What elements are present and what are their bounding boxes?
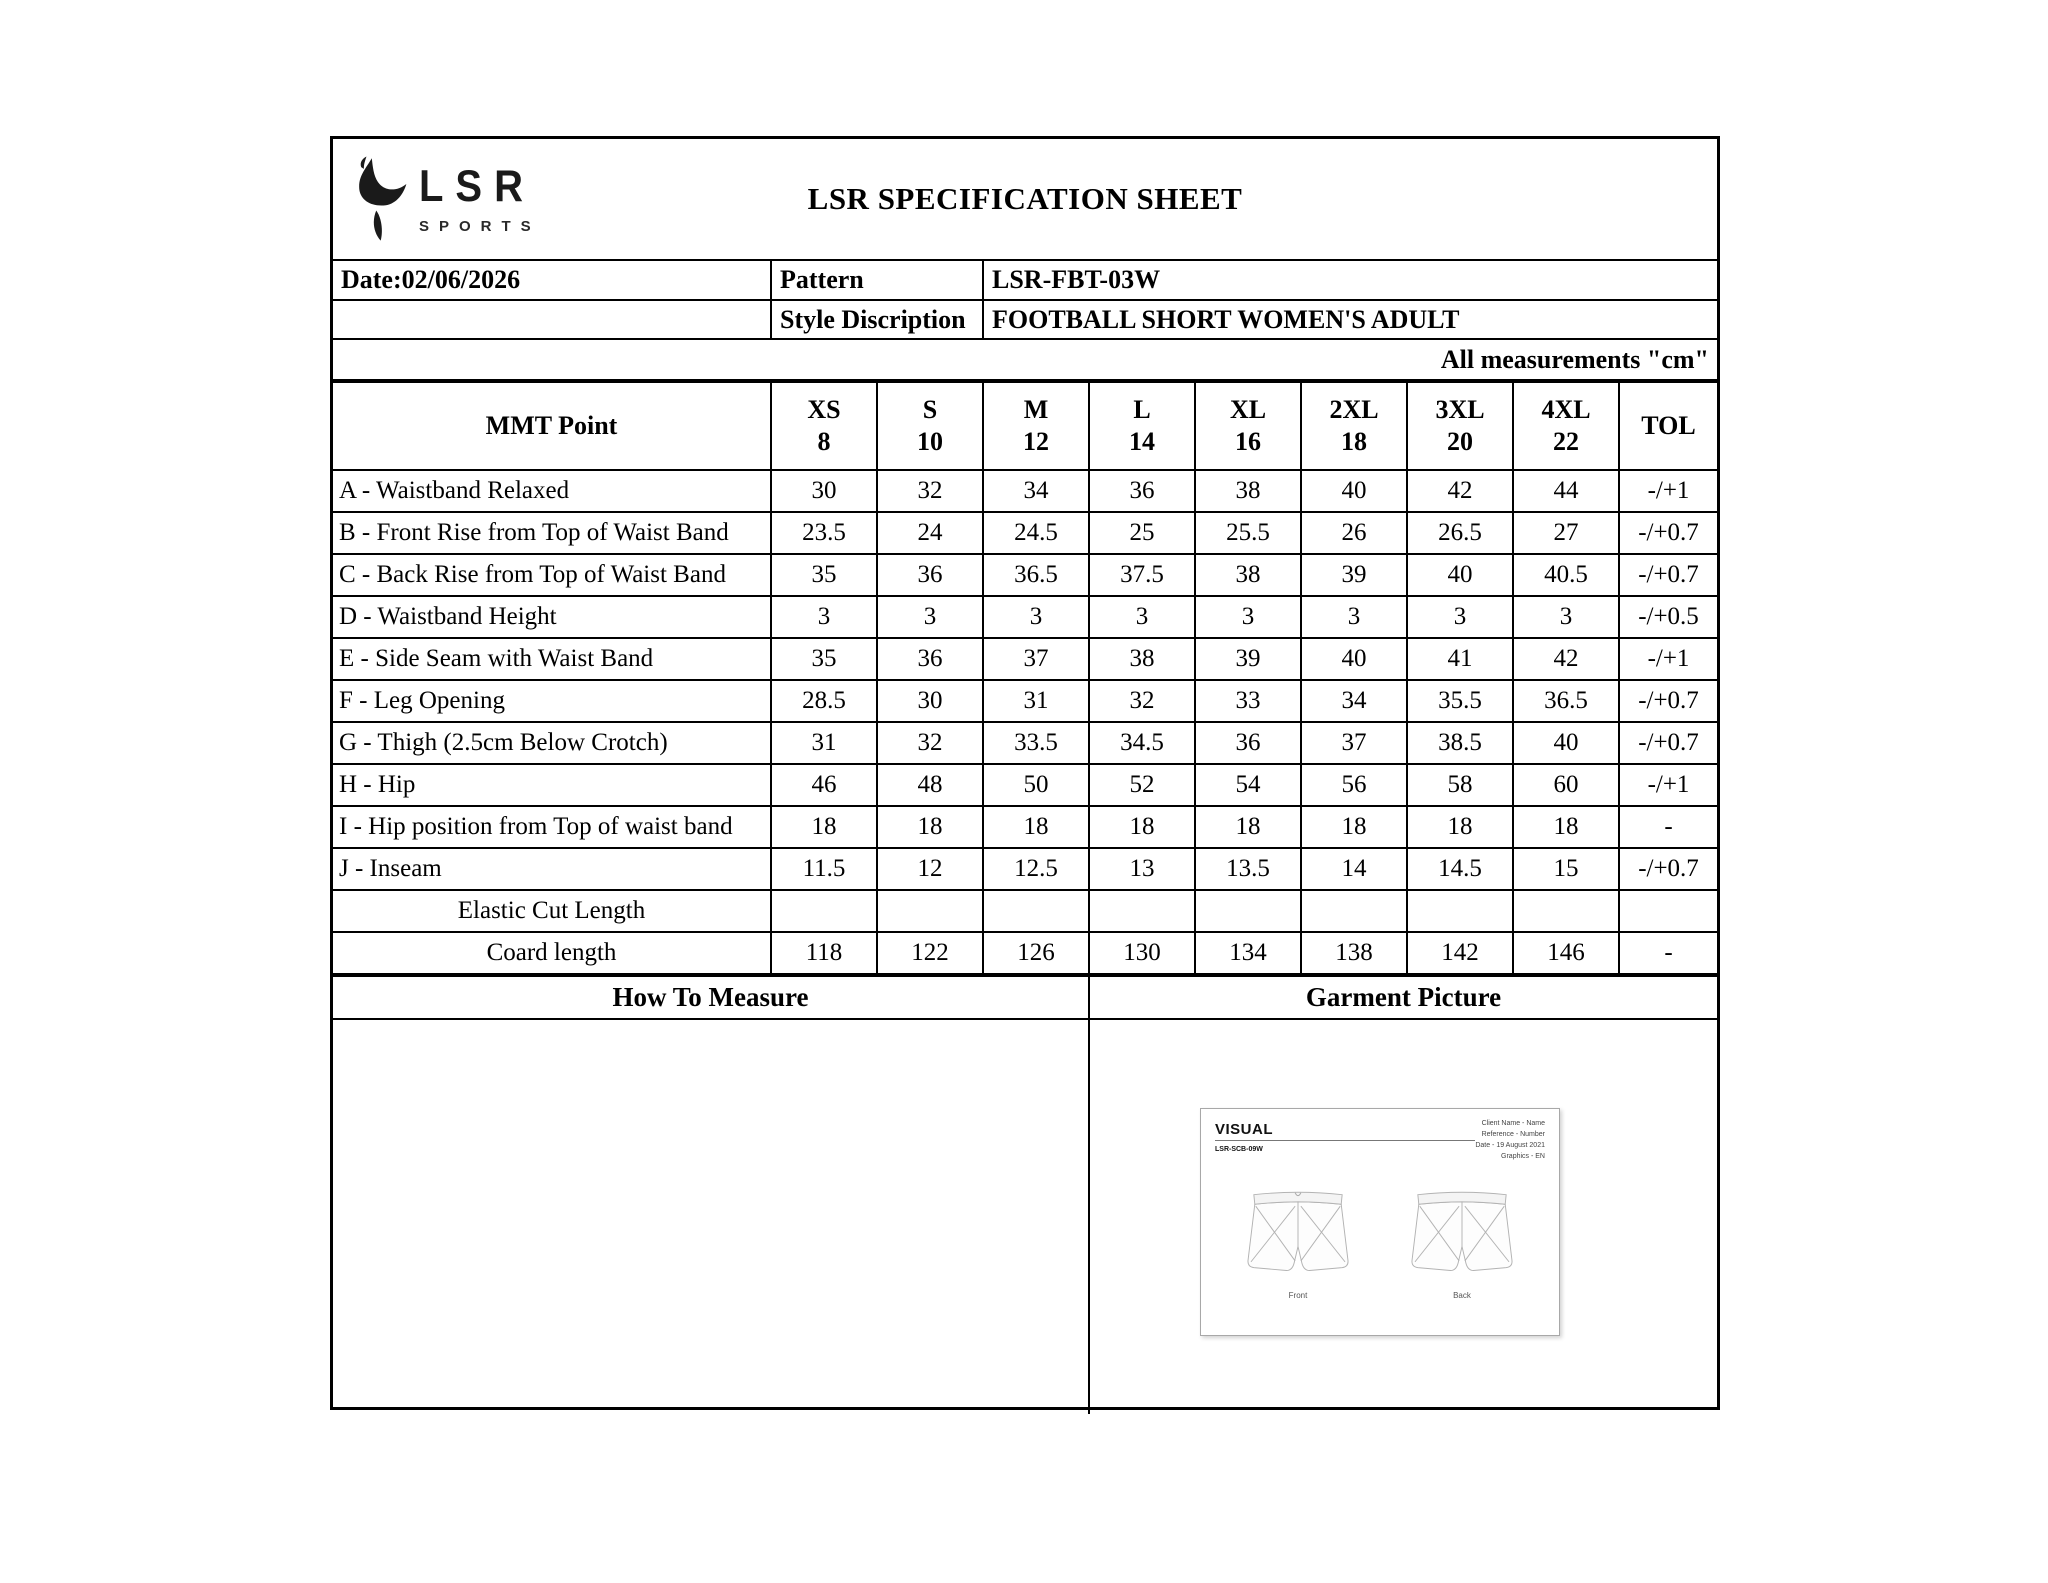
- measurement-value: 146: [1513, 932, 1619, 974]
- measurement-value: [771, 890, 877, 932]
- size-number: 8: [817, 427, 831, 456]
- measurement-value: 32: [1089, 680, 1195, 722]
- measurement-value: 41: [1407, 638, 1513, 680]
- measurement-value: 36: [1195, 722, 1301, 764]
- tolerance-value: -/+0.7: [1619, 512, 1717, 554]
- table-row: [333, 512, 1717, 554]
- table-row: [333, 722, 1717, 764]
- logo-subtitle: SPORTS: [419, 217, 541, 235]
- shorts-front-drawing: [1234, 1187, 1362, 1283]
- table-row: [333, 596, 1717, 638]
- measurement-value: [1513, 890, 1619, 932]
- measurement-value: 36.5: [983, 554, 1089, 596]
- size-name: M: [1023, 394, 1049, 424]
- measurement-value: 37: [983, 638, 1089, 680]
- mmt-point-label: B - Front Rise from Top of Waist Band: [333, 512, 771, 554]
- measurement-value: 18: [1195, 806, 1301, 848]
- measurement-value: 38: [1195, 554, 1301, 596]
- measurement-value: 18: [771, 806, 877, 848]
- how-to-measure-header: How To Measure: [333, 975, 1088, 1020]
- size-name: S: [922, 394, 938, 424]
- measurement-value: 130: [1089, 932, 1195, 974]
- measurement-value: 134: [1195, 932, 1301, 974]
- measurement-value: [1089, 890, 1195, 932]
- measurement-value: 48: [877, 764, 983, 806]
- measurement-value: 18: [877, 806, 983, 848]
- measurement-value: 3: [1407, 596, 1513, 638]
- measurement-value: 40: [1301, 470, 1407, 512]
- visual-title: VISUAL: [1215, 1121, 1274, 1138]
- measurement-value: 38: [1195, 470, 1301, 512]
- garment-picture-pane: [1088, 1020, 1717, 1414]
- measurement-value: 40: [1301, 638, 1407, 680]
- style-description-value: FOOTBALL SHORT WOMEN'S ADULT: [983, 300, 1717, 339]
- measurement-value: 50: [983, 764, 1089, 806]
- measurement-value: 60: [1513, 764, 1619, 806]
- empty-cell: [333, 300, 771, 339]
- measurement-value: 39: [1301, 554, 1407, 596]
- visual-meta-line: Reference - Number: [1481, 1130, 1545, 1138]
- measurement-value: 34: [1301, 680, 1407, 722]
- date-value: Date:02/06/2026: [333, 261, 771, 300]
- measurement-value: 35: [771, 638, 877, 680]
- table-row: [333, 848, 1717, 890]
- mmt-point-label: H - Hip: [333, 764, 771, 806]
- tolerance-value: -: [1619, 806, 1717, 848]
- measurement-value: 40: [1513, 722, 1619, 764]
- measurement-value: 14.5: [1407, 848, 1513, 890]
- measurement-value: [877, 890, 983, 932]
- measurement-value: 122: [877, 932, 983, 974]
- measurement-value: 31: [983, 680, 1089, 722]
- size-header-row: [333, 382, 1717, 470]
- measurement-value: 44: [1513, 470, 1619, 512]
- visual-meta: [1475, 1119, 1545, 1162]
- size-number: 12: [1023, 427, 1049, 456]
- shorts-back-drawing: [1398, 1187, 1526, 1283]
- measurement-value: 37.5: [1089, 554, 1195, 596]
- logo-name: LSR: [419, 161, 535, 211]
- measurement-value: 3: [877, 596, 983, 638]
- tolerance-header: TOL: [1619, 382, 1717, 470]
- size-number: 18: [1341, 427, 1367, 456]
- size-name: XS: [807, 394, 841, 424]
- measurement-value: 38.5: [1407, 722, 1513, 764]
- measurement-value: 142: [1407, 932, 1513, 974]
- measurement-value: 39: [1195, 638, 1301, 680]
- info-row-style: [333, 300, 1717, 339]
- size-name: L: [1133, 394, 1151, 424]
- size-name: 2XL: [1329, 394, 1379, 424]
- garment-visual-card: [1200, 1108, 1560, 1336]
- measurement-value: 18: [983, 806, 1089, 848]
- size-number: 10: [917, 427, 943, 456]
- measurement-value: 25.5: [1195, 512, 1301, 554]
- table-row: [333, 932, 1717, 974]
- mmt-point-label: F - Leg Opening: [333, 680, 771, 722]
- measurement-value: [1407, 890, 1513, 932]
- tolerance-value: -/+1: [1619, 638, 1717, 680]
- measurement-value: 30: [877, 680, 983, 722]
- table-row: [333, 680, 1717, 722]
- bottom-section-body: [333, 1020, 1717, 1414]
- measurement-value: 23.5: [771, 512, 877, 554]
- measurement-value: 35.5: [1407, 680, 1513, 722]
- mmt-point-label: E - Side Seam with Waist Band: [333, 638, 771, 680]
- size-number: 14: [1129, 427, 1155, 456]
- measurement-value: 34: [983, 470, 1089, 512]
- measurement-value: 30: [771, 470, 877, 512]
- size-header-4xl: [1513, 382, 1619, 470]
- tolerance-value: [1619, 890, 1717, 932]
- tolerance-value: -/+1: [1619, 764, 1717, 806]
- measurement-value: [1301, 890, 1407, 932]
- shorts-drawings: [1215, 1187, 1545, 1300]
- measurement-value: 24.5: [983, 512, 1089, 554]
- size-spec-table: [333, 381, 1717, 975]
- measurement-value: 35: [771, 554, 877, 596]
- front-label: Front: [1288, 1291, 1308, 1300]
- measurement-value: 13.5: [1195, 848, 1301, 890]
- table-row: [333, 806, 1717, 848]
- mmt-point-label: I - Hip position from Top of waist band: [333, 806, 771, 848]
- measurement-value: 32: [877, 722, 983, 764]
- mmt-point-label: G - Thigh (2.5cm Below Crotch): [333, 722, 771, 764]
- visual-meta-line: Date - 19 August 2021: [1475, 1141, 1545, 1149]
- size-header-3xl: [1407, 382, 1513, 470]
- measurement-value: 118: [771, 932, 877, 974]
- measurement-value: 24: [877, 512, 983, 554]
- size-header-2xl: [1301, 382, 1407, 470]
- mmt-point-label: J - Inseam: [333, 848, 771, 890]
- measurement-value: 31: [771, 722, 877, 764]
- measurement-value: 33: [1195, 680, 1301, 722]
- measurement-value: 11.5: [771, 848, 877, 890]
- info-row-date: [333, 261, 1717, 300]
- visual-style-code: LSR-SCB-09W: [1215, 1146, 1263, 1153]
- size-header-xl: [1195, 382, 1301, 470]
- measurement-value: 36.5: [1513, 680, 1619, 722]
- measurement-value: 36: [877, 638, 983, 680]
- mmt-point-label: Coard length: [333, 932, 771, 974]
- measurement-value: 126: [983, 932, 1089, 974]
- units-note: All measurements "cm": [333, 339, 1717, 380]
- garment-picture-header: Garment Picture: [1088, 975, 1717, 1020]
- table-row: [333, 890, 1717, 932]
- measurement-value: 12: [877, 848, 983, 890]
- table-row: [333, 470, 1717, 512]
- table-row: [333, 764, 1717, 806]
- measurement-value: 3: [1195, 596, 1301, 638]
- measurement-value: 54: [1195, 764, 1301, 806]
- mmt-point-label: A - Waistband Relaxed: [333, 470, 771, 512]
- info-table: [333, 261, 1717, 381]
- measurement-value: 3: [983, 596, 1089, 638]
- size-name: 3XL: [1435, 394, 1485, 424]
- size-name: 4XL: [1541, 394, 1591, 424]
- mmt-point-header: MMT Point: [333, 382, 771, 470]
- measurement-value: 3: [1513, 596, 1619, 638]
- units-note-row: [333, 339, 1717, 380]
- measurement-value: 3: [1301, 596, 1407, 638]
- sheet-header: [333, 139, 1717, 261]
- measurement-value: 42: [1513, 638, 1619, 680]
- pattern-label: Pattern: [771, 261, 983, 300]
- measurement-value: 12.5: [983, 848, 1089, 890]
- size-number: 16: [1235, 427, 1261, 456]
- visual-meta-line: Client Name - Name: [1481, 1120, 1545, 1127]
- measurement-value: 36: [877, 554, 983, 596]
- size-name: XL: [1229, 394, 1267, 424]
- measurement-value: 18: [1407, 806, 1513, 848]
- measurement-value: 56: [1301, 764, 1407, 806]
- measurement-value: 58: [1407, 764, 1513, 806]
- measurement-value: 42: [1407, 470, 1513, 512]
- measurement-value: 46: [771, 764, 877, 806]
- tolerance-value: -/+0.7: [1619, 722, 1717, 764]
- style-description-label: Style Discription: [771, 300, 983, 339]
- measurement-value: 28.5: [771, 680, 877, 722]
- tolerance-value: -/+0.7: [1619, 680, 1717, 722]
- visual-meta-line: Graphics - EN: [1501, 1152, 1545, 1160]
- tolerance-value: -/+0.7: [1619, 554, 1717, 596]
- measurement-value: 38: [1089, 638, 1195, 680]
- measurement-value: 13: [1089, 848, 1195, 890]
- measurement-value: 40: [1407, 554, 1513, 596]
- page-title: LSR SPECIFICATION SHEET: [807, 181, 1243, 216]
- measurement-value: 26: [1301, 512, 1407, 554]
- measurement-value: 34.5: [1089, 722, 1195, 764]
- back-label: Back: [1453, 1291, 1471, 1300]
- measurement-value: 15: [1513, 848, 1619, 890]
- size-number: 20: [1447, 427, 1473, 456]
- spec-sheet: [330, 136, 1720, 1410]
- measurement-value: 18: [1513, 806, 1619, 848]
- tolerance-value: -/+0.7: [1619, 848, 1717, 890]
- measurement-value: 14: [1301, 848, 1407, 890]
- measurement-value: 138: [1301, 932, 1407, 974]
- shorts-back-figure: [1398, 1187, 1526, 1300]
- measurement-value: 26.5: [1407, 512, 1513, 554]
- measurement-value: 52: [1089, 764, 1195, 806]
- bottom-section-headers: [333, 975, 1717, 1020]
- size-header-s: [877, 382, 983, 470]
- measurement-value: 25: [1089, 512, 1195, 554]
- measurement-value: 32: [877, 470, 983, 512]
- table-row: [333, 554, 1717, 596]
- shorts-front-figure: [1234, 1187, 1362, 1300]
- measurement-value: 3: [1089, 596, 1195, 638]
- size-number: 22: [1553, 427, 1579, 456]
- measurement-value: 40.5: [1513, 554, 1619, 596]
- size-header-xs: [771, 382, 877, 470]
- mmt-point-label: C - Back Rise from Top of Waist Band: [333, 554, 771, 596]
- measurement-value: 18: [1301, 806, 1407, 848]
- pattern-value: LSR-FBT-03W: [983, 261, 1717, 300]
- size-table-body: [333, 470, 1717, 974]
- mmt-point-label: Elastic Cut Length: [333, 890, 771, 932]
- tolerance-value: -/+1: [1619, 470, 1717, 512]
- measurement-value: 3: [771, 596, 877, 638]
- tolerance-value: -/+0.5: [1619, 596, 1717, 638]
- measurement-value: 18: [1089, 806, 1195, 848]
- mmt-point-label: D - Waistband Height: [333, 596, 771, 638]
- measurement-value: 33.5: [983, 722, 1089, 764]
- measurement-value: [1195, 890, 1301, 932]
- measurement-value: [983, 890, 1089, 932]
- measurement-value: 27: [1513, 512, 1619, 554]
- measurement-value: 37: [1301, 722, 1407, 764]
- table-row: [333, 638, 1717, 680]
- measurement-value: 36: [1089, 470, 1195, 512]
- size-header-m: [983, 382, 1089, 470]
- size-header-l: [1089, 382, 1195, 470]
- how-to-measure-pane: [333, 1020, 1088, 1414]
- tolerance-value: -: [1619, 932, 1717, 974]
